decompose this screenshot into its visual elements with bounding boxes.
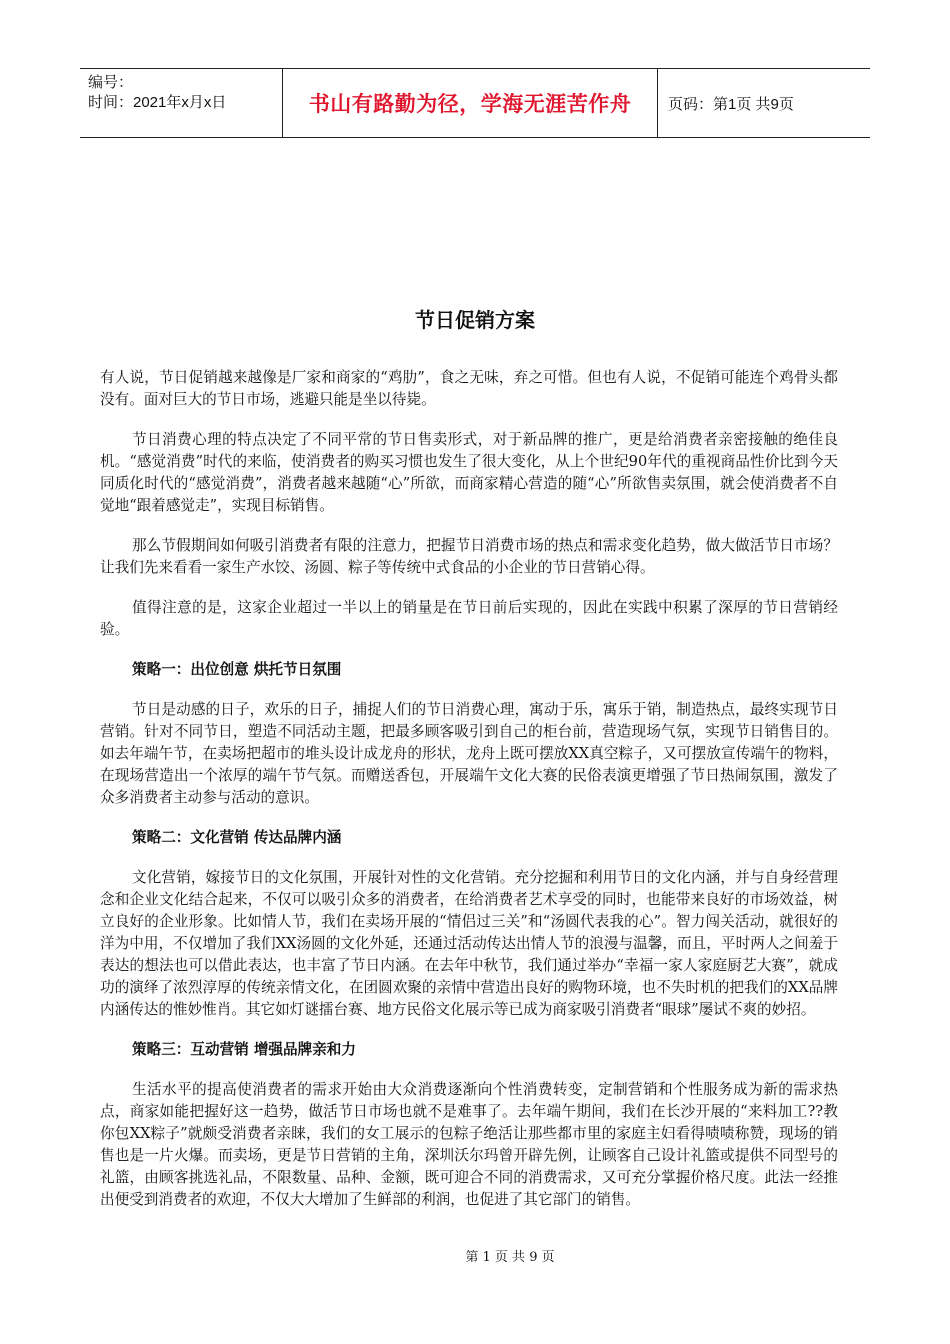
paragraph: 那么节假期间如何吸引消费者有限的注意力，把握节日消费市场的热点和需求变化趋势，做大做活节日市场？让我们先来看看一家生产水饺、汤圆、粽子等传统中式食品的小企业的节日营销心得。 [100, 537, 838, 576]
strategy3-heading: 策略三：互动营销 增强品牌亲和力 [132, 1041, 356, 1058]
header-bar [80, 68, 870, 138]
page-footer: 第 1 页 共 9 页 [465, 1250, 555, 1265]
motto: 书山有路勤为径，学海无涯苦作舟 [282, 69, 658, 137]
paragraph: 节日消费心理的特点决定了不同平常的节日售卖形式，对于新品牌的推广，更是给消费者亲密接触的绝佳良机。“感觉消费”时代的来临，使消费者的购买习惯也发生了很大变化，从上个世纪90年代的重视商品性价比到今天同质化时代的“感觉消费”，消费者越来越随“心”所欲，而商家精心营造的随“心”所欲售卖氛围，就会使消费者不自觉地“跟着感觉走”，实现目标销售。 [100, 431, 838, 514]
paragraph: 值得注意的是，这家企业超过一半以上的销量是在节日前后实现的，因此在实践中积累了深厚的节日营销经验。 [100, 599, 838, 638]
strategy2-heading: 策略二：文化营销 传达品牌内涵 [132, 829, 342, 846]
paragraph-intro: 有人说，节日促销越来越像是厂家和商家的“鸡肋”，食之无味，弃之可惜。但也有人说，不促销可能连个鸡骨头都没有。面对巨大的节日市场，逃避只能是坐以待毙。 [100, 369, 838, 408]
document-body [100, 367, 838, 1229]
document-title: 节日促销方案 [415, 308, 535, 332]
strategy1-paragraph: 节日是动感的日子，欢乐的日子，捕捉人们的节日消费心理，寓动于乐，寓乐于销，制造热点，最终实现节日营销。针对不同节日，塑造不同活动主题，把最多顾客吸引到自己的柜台前，营造现场气氛，实现节日销售目的。如去年端午节，在卖场把超市的堆头设计成龙舟的形状，龙舟上既可摆放XX真空粽子，又可摆放宣传端午的物料，在现场营造出一个浓厚的端午节气氛。而赠送香包，开展端午文化大赛的民俗表演更增强了节日热闹氛围，激发了众多消费者主动参与活动的意识。 [100, 701, 838, 806]
page-label: 页码：第1页 共9页 [668, 95, 794, 113]
strategy2-paragraph: 文化营销，嫁接节日的文化氛围，开展针对性的文化营销。充分挖掘和利用节日的文化内涵，并与自身经营理念和企业文化结合起来，不仅可以吸引众多的消费者，在给消费者艺术享受的同时，也能带来良好的市场效益，树立良好的企业形象。比如情人节，我们在卖场开展的“情侣过三关”和“汤圆代表我的心”。智力闯关活动，就很好的洋为中用，不仅增加了我们XX汤圆的文化外延，还通过活动传达出情人节的浪漫与温馨，而且，平时两人之间羞于表达的想法也可以借此表达，也丰富了节日内涵。在去年中秋节，我们通过举办“幸福一家人家庭厨艺大赛”，就成功的演绎了浓烈淳厚的传统亲情文化，在团圆欢聚的亲情中营造出良好的购物环境，也不失时机的把我们的XX品牌内涵传达的惟妙惟肖。其它如灯谜擂台赛、地方民俗文化展示等已成为商家吸引消费者“眼球”屡试不爽的妙招。 [100, 869, 838, 1018]
number-label: 编号： [88, 74, 134, 91]
strategy3-paragraph: 生活水平的提高使消费者的需求开始由大众消费逐渐向个性消费转变，定制营销和个性服务成为新的需求热点，商家如能把握好这一趋势，做活节日市场也就不是难事了。去年端午期间，我们在长沙开展的“来料加工??教你包XX粽子”就颇受消费者亲睐，我们的女工展示的包粽子绝活让那些都市里的家庭主妇看得啧啧称赞，现场的销售也是一片火爆。而卖场，更是节日营销的主角，深圳沃尔玛曾开辟先例，让顾客自己设计礼篮或提供不同型号的礼篮，由顾客挑选礼品，不限数量、品种、金额，既可迎合不同的消费需求，又可充分掌握价格尺度。此法一经推出便受到消费者的欢迎，不仅大大增加了生鲜部的利润，也促进了其它部门的销售。 [100, 1081, 838, 1208]
date-label: 时间：2021年x月x日 [88, 94, 227, 111]
strategy1-heading: 策略一：出位创意 烘托节日氛围 [132, 661, 342, 678]
header-left [80, 69, 282, 137]
